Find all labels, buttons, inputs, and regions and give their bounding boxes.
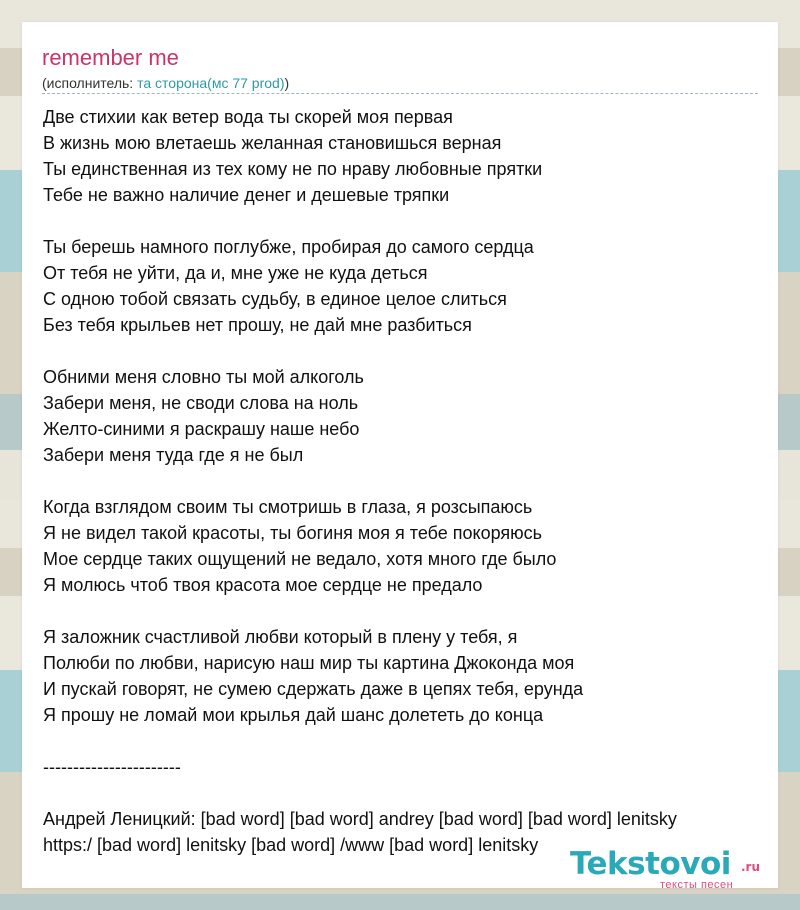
- lyric-line: В жизнь мою влетаешь желанная становишься верная: [43, 133, 502, 153]
- logo-suffix: .ru: [741, 860, 761, 874]
- lyric-line: Без тебя крыльев нет прошу, не дай мне разбиться: [43, 315, 472, 335]
- lyrics-text: [43, 104, 772, 858]
- credit-line: Андрей Леницкий: [bad word] [bad word] andrey [bad word] [bad word] lenitsky: [43, 809, 677, 829]
- separator-line: -----------------------: [43, 757, 181, 777]
- lyric-line: Я заложник счастливой любви который в плену у тебя, я: [43, 627, 518, 647]
- lyric-line: И пускай говорят, не сумею сдержать даже в цепях тебя, ерунда: [43, 679, 584, 699]
- lyric-line: Забери меня, не своди слова на ноль: [43, 393, 359, 413]
- credit-line: https:/ [bad word] lenitsky [bad word] /www [bad word] lenitsky: [43, 835, 539, 855]
- logo-name: Tekstovoi: [570, 846, 731, 882]
- artist-link[interactable]: та сторона(мс 77 prod): [137, 75, 285, 91]
- song-title: remember me: [42, 45, 179, 70]
- lyric-line: Полюби по любви, нарисую наш мир ты картина Джоконда моя: [43, 653, 575, 673]
- lyric-line: От тебя не уйти, да и, мне уже не куда деться: [43, 263, 428, 283]
- artist-line: [42, 74, 289, 92]
- lyric-line: Когда взглядом своим ты смотришь в глаза, я розсыпаюсь: [43, 497, 533, 517]
- lyric-line: Две стихии как ветер вода ты скорей моя первая: [43, 107, 453, 127]
- lyric-line: Ты единственная из тех кому не по нраву любовные прятки: [43, 159, 543, 179]
- stanza-gap: [43, 598, 772, 624]
- lyric-line: Забери меня туда где я не был: [43, 445, 304, 465]
- site-logo[interactable]: [570, 845, 774, 889]
- lyric-line: Тебе не важно наличие денег и дешевые тряпки: [43, 185, 450, 205]
- stanza-gap: [43, 728, 772, 754]
- artist-suffix: ): [284, 75, 290, 91]
- lyric-line: Я прошу не ломай мои крылья дай шанс долететь до конца: [43, 705, 544, 725]
- lyric-line: Мое сердце таких ощущений не ведало, хотя много где было: [43, 549, 557, 569]
- lyric-line: Желто-синими я раскрашу наше небо: [43, 419, 360, 439]
- stanza-gap: [43, 338, 772, 364]
- lyric-line: Ты берешь намного поглубже, пробирая до самого сердца: [43, 237, 534, 257]
- stanza-gap: [43, 780, 772, 806]
- logo-tagline: тексты песен: [660, 879, 734, 891]
- lyric-line: С одною тобой связать судьбу, в единое целое слиться: [43, 289, 507, 309]
- title-divider: [42, 93, 758, 94]
- stanza-gap: [43, 208, 772, 234]
- lyric-line: Обними меня словно ты мой алкоголь: [43, 367, 364, 387]
- artist-prefix: (исполнитель:: [42, 75, 138, 91]
- lyric-line: Я молюсь чтоб твоя красота мое сердце не предало: [43, 575, 483, 595]
- lyric-line: Я не видел такой красоты, ты богиня моя я тебе покоряюсь: [43, 523, 543, 543]
- lyrics-card: [22, 22, 778, 891]
- stanza-gap: [43, 468, 772, 494]
